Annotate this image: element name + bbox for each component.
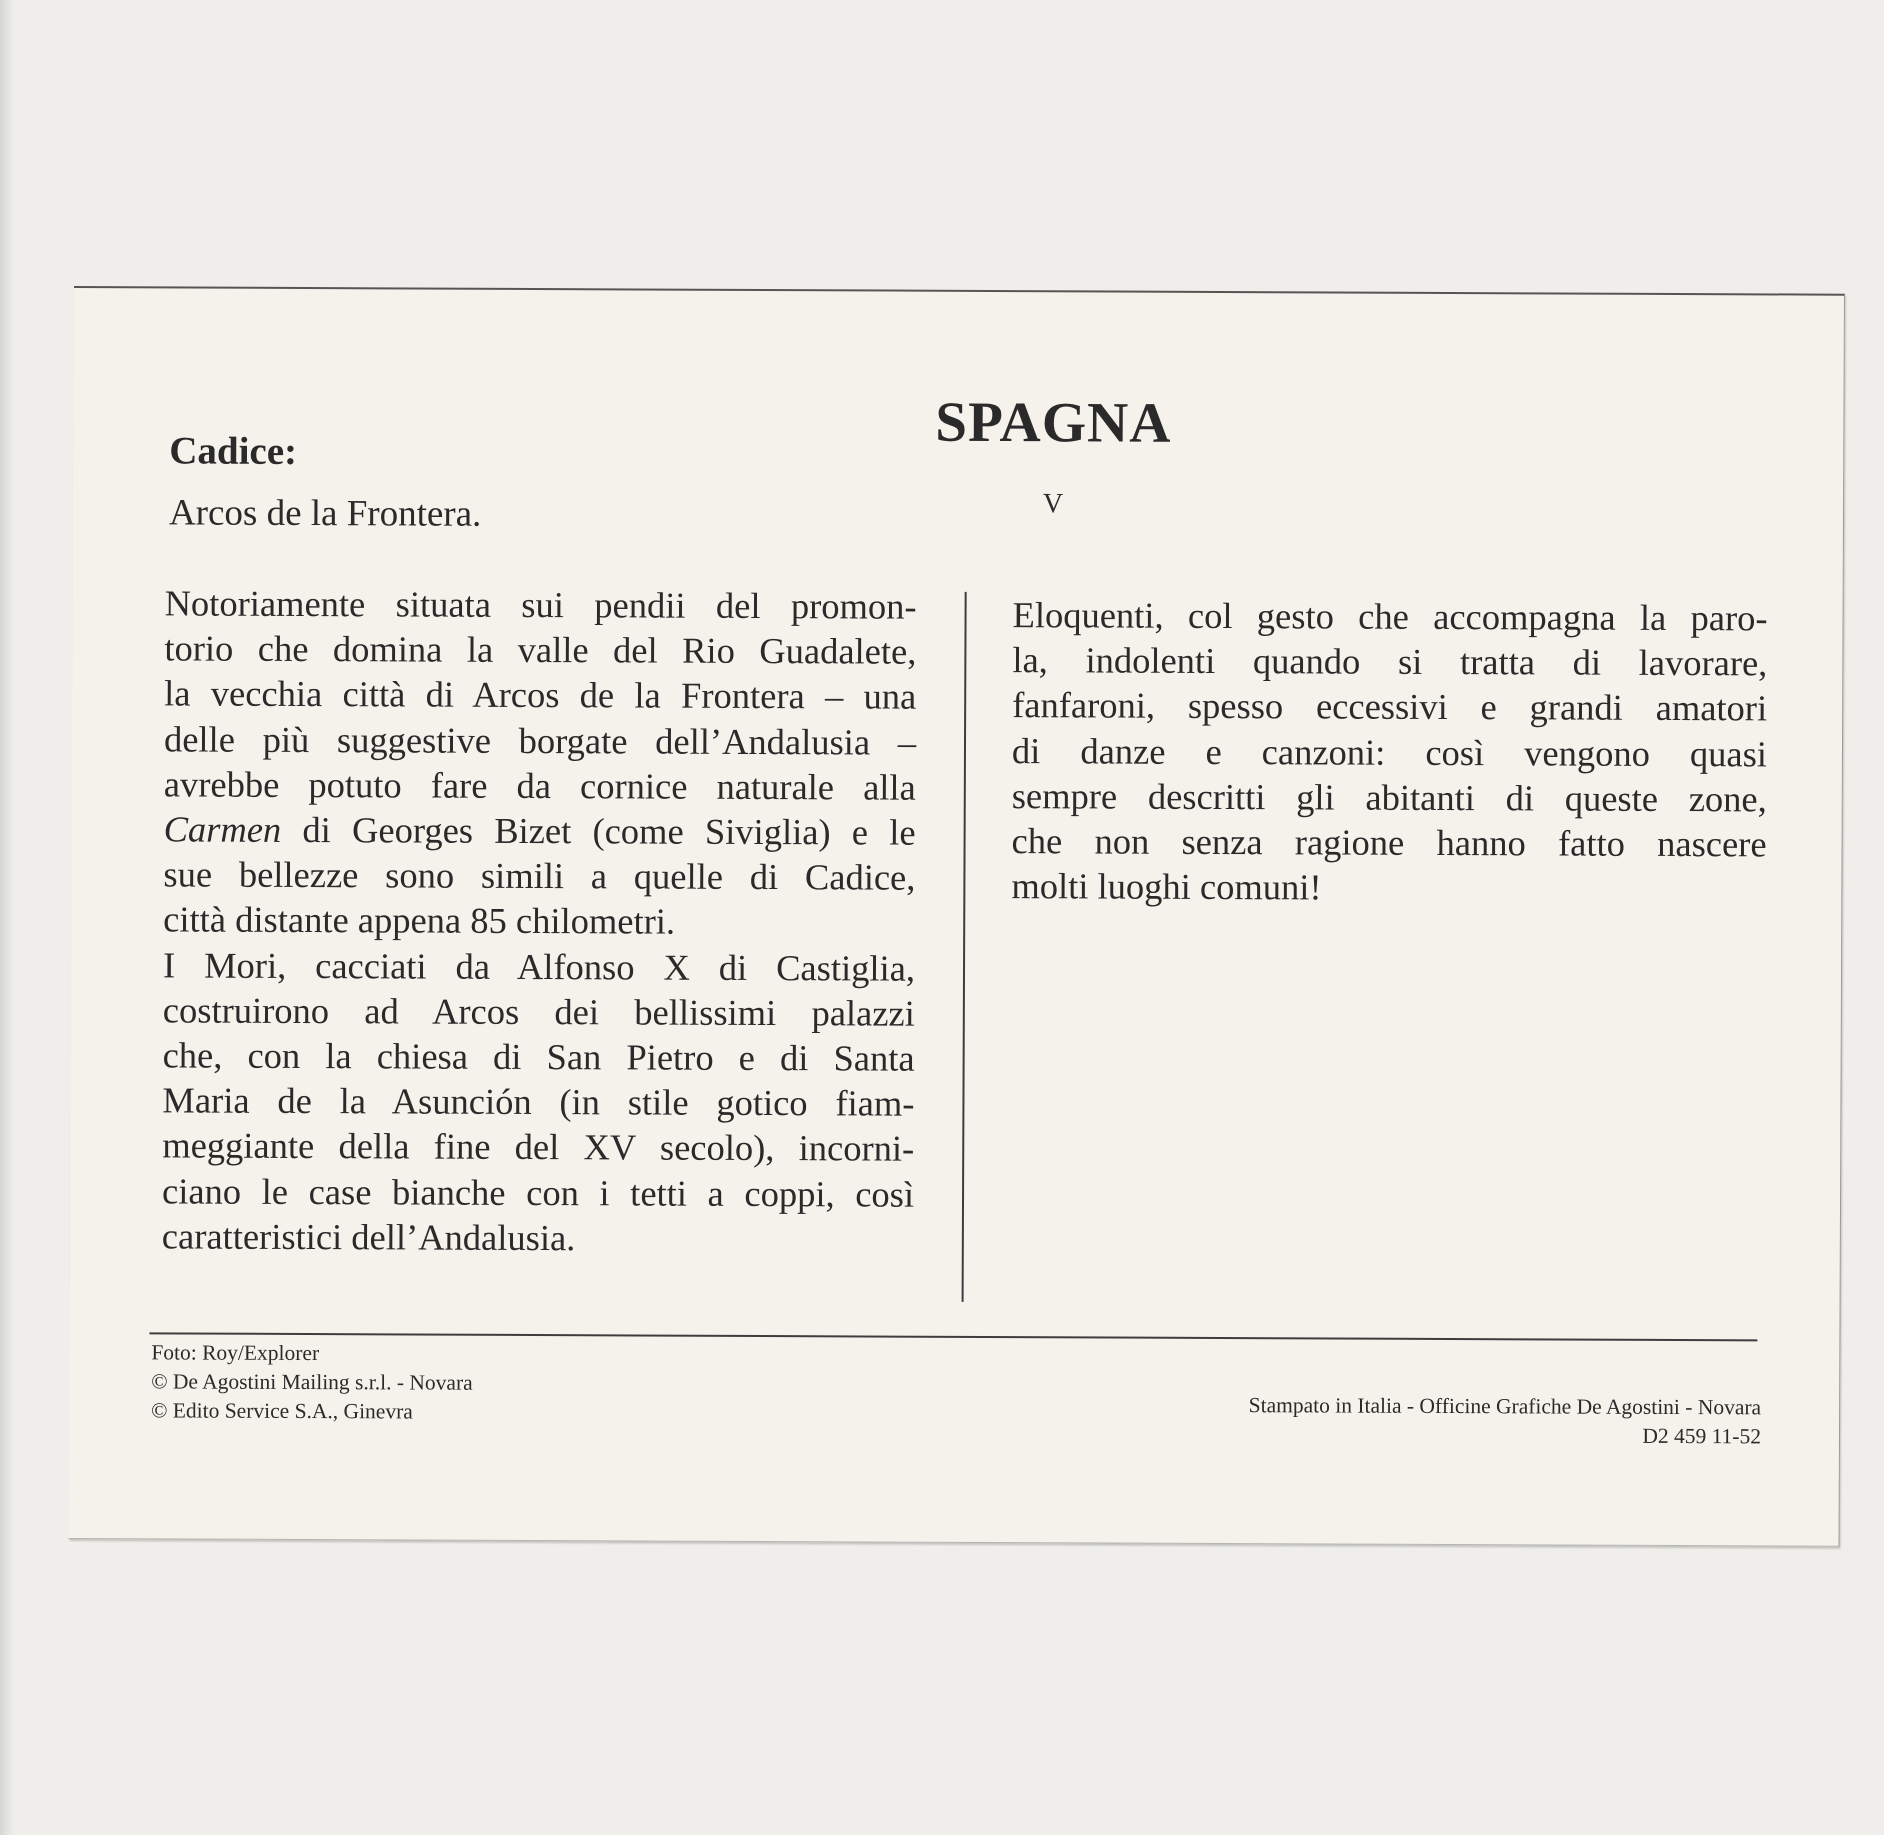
copyright-line: © De Agostini Mailing s.r.l. - Novara <box>151 1369 473 1395</box>
postcard-back <box>69 286 1845 1547</box>
card-code: D2 459 11-52 <box>1642 1423 1762 1449</box>
text-line: Notoriamente situata sui pendii del promon- <box>164 582 917 627</box>
text-line: che, con la chiesa di San Pietro e di Santa <box>162 1034 915 1079</box>
column-divider <box>962 592 967 1302</box>
text-line: fanfaroni, spesso eccessivi e grandi amatori <box>1012 684 1768 729</box>
text-line: di danze e canzoni: così vengono quasi <box>1011 729 1768 775</box>
right-text-column <box>1011 592 1767 912</box>
text-line: molti luoghi comuni! <box>1011 865 1322 908</box>
printer-block <box>1248 1391 1761 1451</box>
text-line: I Mori, cacciati da Alfonso X di Castiglia, <box>162 944 916 989</box>
copyright-line: © Edito Service S.A., Ginevra <box>151 1398 413 1424</box>
text-line: Maria de la Asunción (in stile gotico fiam- <box>162 1079 915 1124</box>
province-heading: Cadice: <box>169 429 298 473</box>
text-line: ciano le case bianche con i tetti a coppi, così <box>161 1170 915 1215</box>
text-line-with-title <box>164 806 916 854</box>
text-line: città distante appena 85 chilometri. <box>163 898 676 943</box>
text-line: sempre descritti gli abitanti di queste zone, <box>1011 774 1767 820</box>
country-title: SPAGNA <box>935 390 1172 455</box>
place-name: Arcos de la Frontera. <box>168 492 482 535</box>
opera-title: Carmen <box>163 808 282 850</box>
text-line: meggiante della fine del XV secolo), incorni- <box>162 1124 915 1170</box>
text-line: Eloquenti, col gesto che accompagna la paro- <box>1012 594 1768 639</box>
text-line: la, indolenti quando si tratta di lavorare, <box>1012 639 1768 684</box>
text-fragment: di Georges Bizet (come Siviglia) e le <box>281 808 916 853</box>
text-line: torio che domina la valle del Rio Guadalete, <box>164 627 917 672</box>
scan-edge <box>0 0 14 1835</box>
paragraph-1 <box>163 580 917 945</box>
printer-line: Stampato in Italia - Officine Grafiche De Agostini - Novara <box>1248 1393 1762 1420</box>
text-line: sue bellezze sono simili a quelle di Cadice, <box>163 853 916 898</box>
credits-block <box>151 1338 473 1426</box>
text-line: delle più suggestive borgate dell’Andalusia – <box>163 718 917 763</box>
paragraph-2 <box>162 942 915 1262</box>
text-line: costruirono ad Arcos dei bellissimi palazzi <box>162 989 915 1034</box>
text-line: caratteristici dell’Andalusia. <box>161 1215 576 1259</box>
photo-credit: Foto: Roy/Explorer <box>151 1340 320 1366</box>
left-text-column <box>162 580 917 1261</box>
text-line: la vecchia città di Arcos de la Frontera – una <box>164 672 917 718</box>
text-line: che non senza ragione hanno fatto nascere <box>1011 820 1767 865</box>
volume-numeral: V <box>1042 488 1064 520</box>
text-line: avrebbe potuto fare da cornice naturale alla <box>163 763 916 808</box>
